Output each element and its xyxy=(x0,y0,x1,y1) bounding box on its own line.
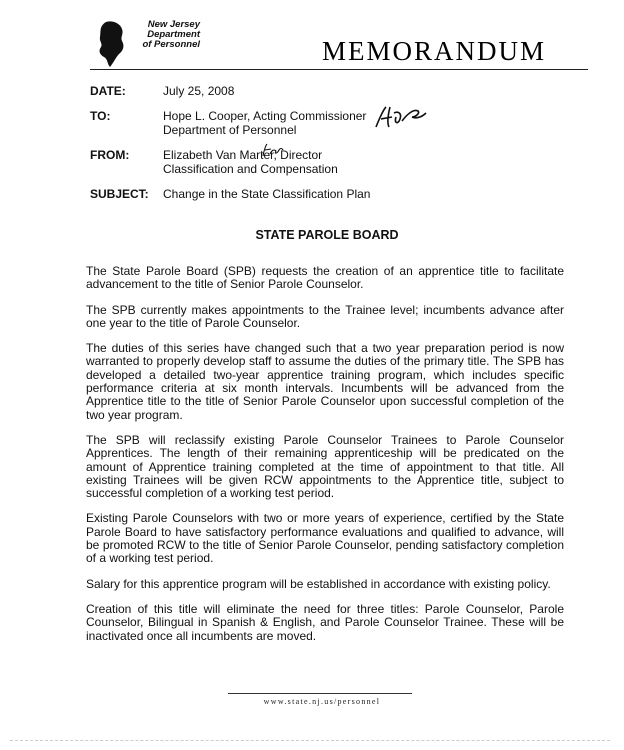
header-divider xyxy=(90,69,588,70)
body-paragraph: The SPB will reclassify existing Parole Counselor Trainees to Parole Counselor Apprentices. The length of their remaining apprenticeship will be predicated on the amount of Apprentice training completed at the time of appointment to that title. All existing Trainees will be given RCW appointments to the Apprentice title, subject to successful completion of a working test period. xyxy=(86,432,564,501)
body-paragraph: Creation of this title will eliminate the need for three titles: Parole Counselor, Parole Counselor, Bilingual in Spanish & English, and Parole Counselor Trainee. These will be inactivated once all incumbents are moved. xyxy=(86,601,564,643)
initials-signature-icon xyxy=(372,103,428,131)
logo-line: New Jersey xyxy=(147,19,200,30)
to-line: Hope L. Cooper, Acting Commissioner xyxy=(163,109,367,123)
body-paragraph: The duties of this series have changed such that a two year preparation period is now warranted to properly develop staff to assume the duties of the primary title. The SPB has developed a detailed two-year apprentice training program, which includes specific performance criteria at six month intervals. Incumbents will be advanced from the Apprentice title to the title of Senior Parole Counselor upon successful completion of the two year program. xyxy=(86,341,564,422)
footer xyxy=(0,697,624,706)
body-paragraph: Existing Parole Counselors with two or more years of experience, certified by the State Parole Board to have satisfactory performance evaluations and qualified to advance, will be promoted RCW to the title of Senior Parole Counselor, pending satisfactory completion of a working test period. xyxy=(86,511,564,566)
subject-value: Change in the State Classification Plan xyxy=(163,187,371,201)
section-title-text: STATE PAROLE BOARD xyxy=(255,228,399,242)
to-label: TO: xyxy=(90,109,111,123)
logo-text xyxy=(120,20,200,50)
body-paragraph: Salary for this apprentice program will be established in accordance with existing policy. xyxy=(86,576,551,591)
memo-title: MEMORANDUM xyxy=(322,36,547,66)
date-value: July 25, 2008 xyxy=(163,84,235,98)
from-label: FROM: xyxy=(90,148,130,162)
from-line: Elizabeth Van Marter, Director xyxy=(163,148,323,162)
subject-label: SUBJECT: xyxy=(90,187,149,201)
initials-signature-icon xyxy=(260,142,284,158)
body-paragraph: The SPB currently makes appointments to the Trainee level; incumbents advance after one year to the title of Parole Counselor. xyxy=(86,302,564,330)
from-line: Classification and Compensation xyxy=(163,162,338,176)
date-label: DATE: xyxy=(90,84,126,98)
footer-divider xyxy=(228,693,412,694)
section-title xyxy=(0,228,624,242)
footer-url: www.state.nj.us/personnel xyxy=(263,697,381,706)
scan-artifact xyxy=(10,740,610,741)
to-line: Department of Personnel xyxy=(163,123,297,137)
logo-line: Department xyxy=(147,29,200,40)
logo-line: of Personnel xyxy=(142,39,200,50)
nj-personnel-logo xyxy=(92,20,202,72)
body-paragraph: The State Parole Board (SPB) requests the creation of an apprentice title to facilitate advancement to the title of Senior Parole Counselor. xyxy=(86,264,564,292)
memo-body xyxy=(86,265,564,655)
